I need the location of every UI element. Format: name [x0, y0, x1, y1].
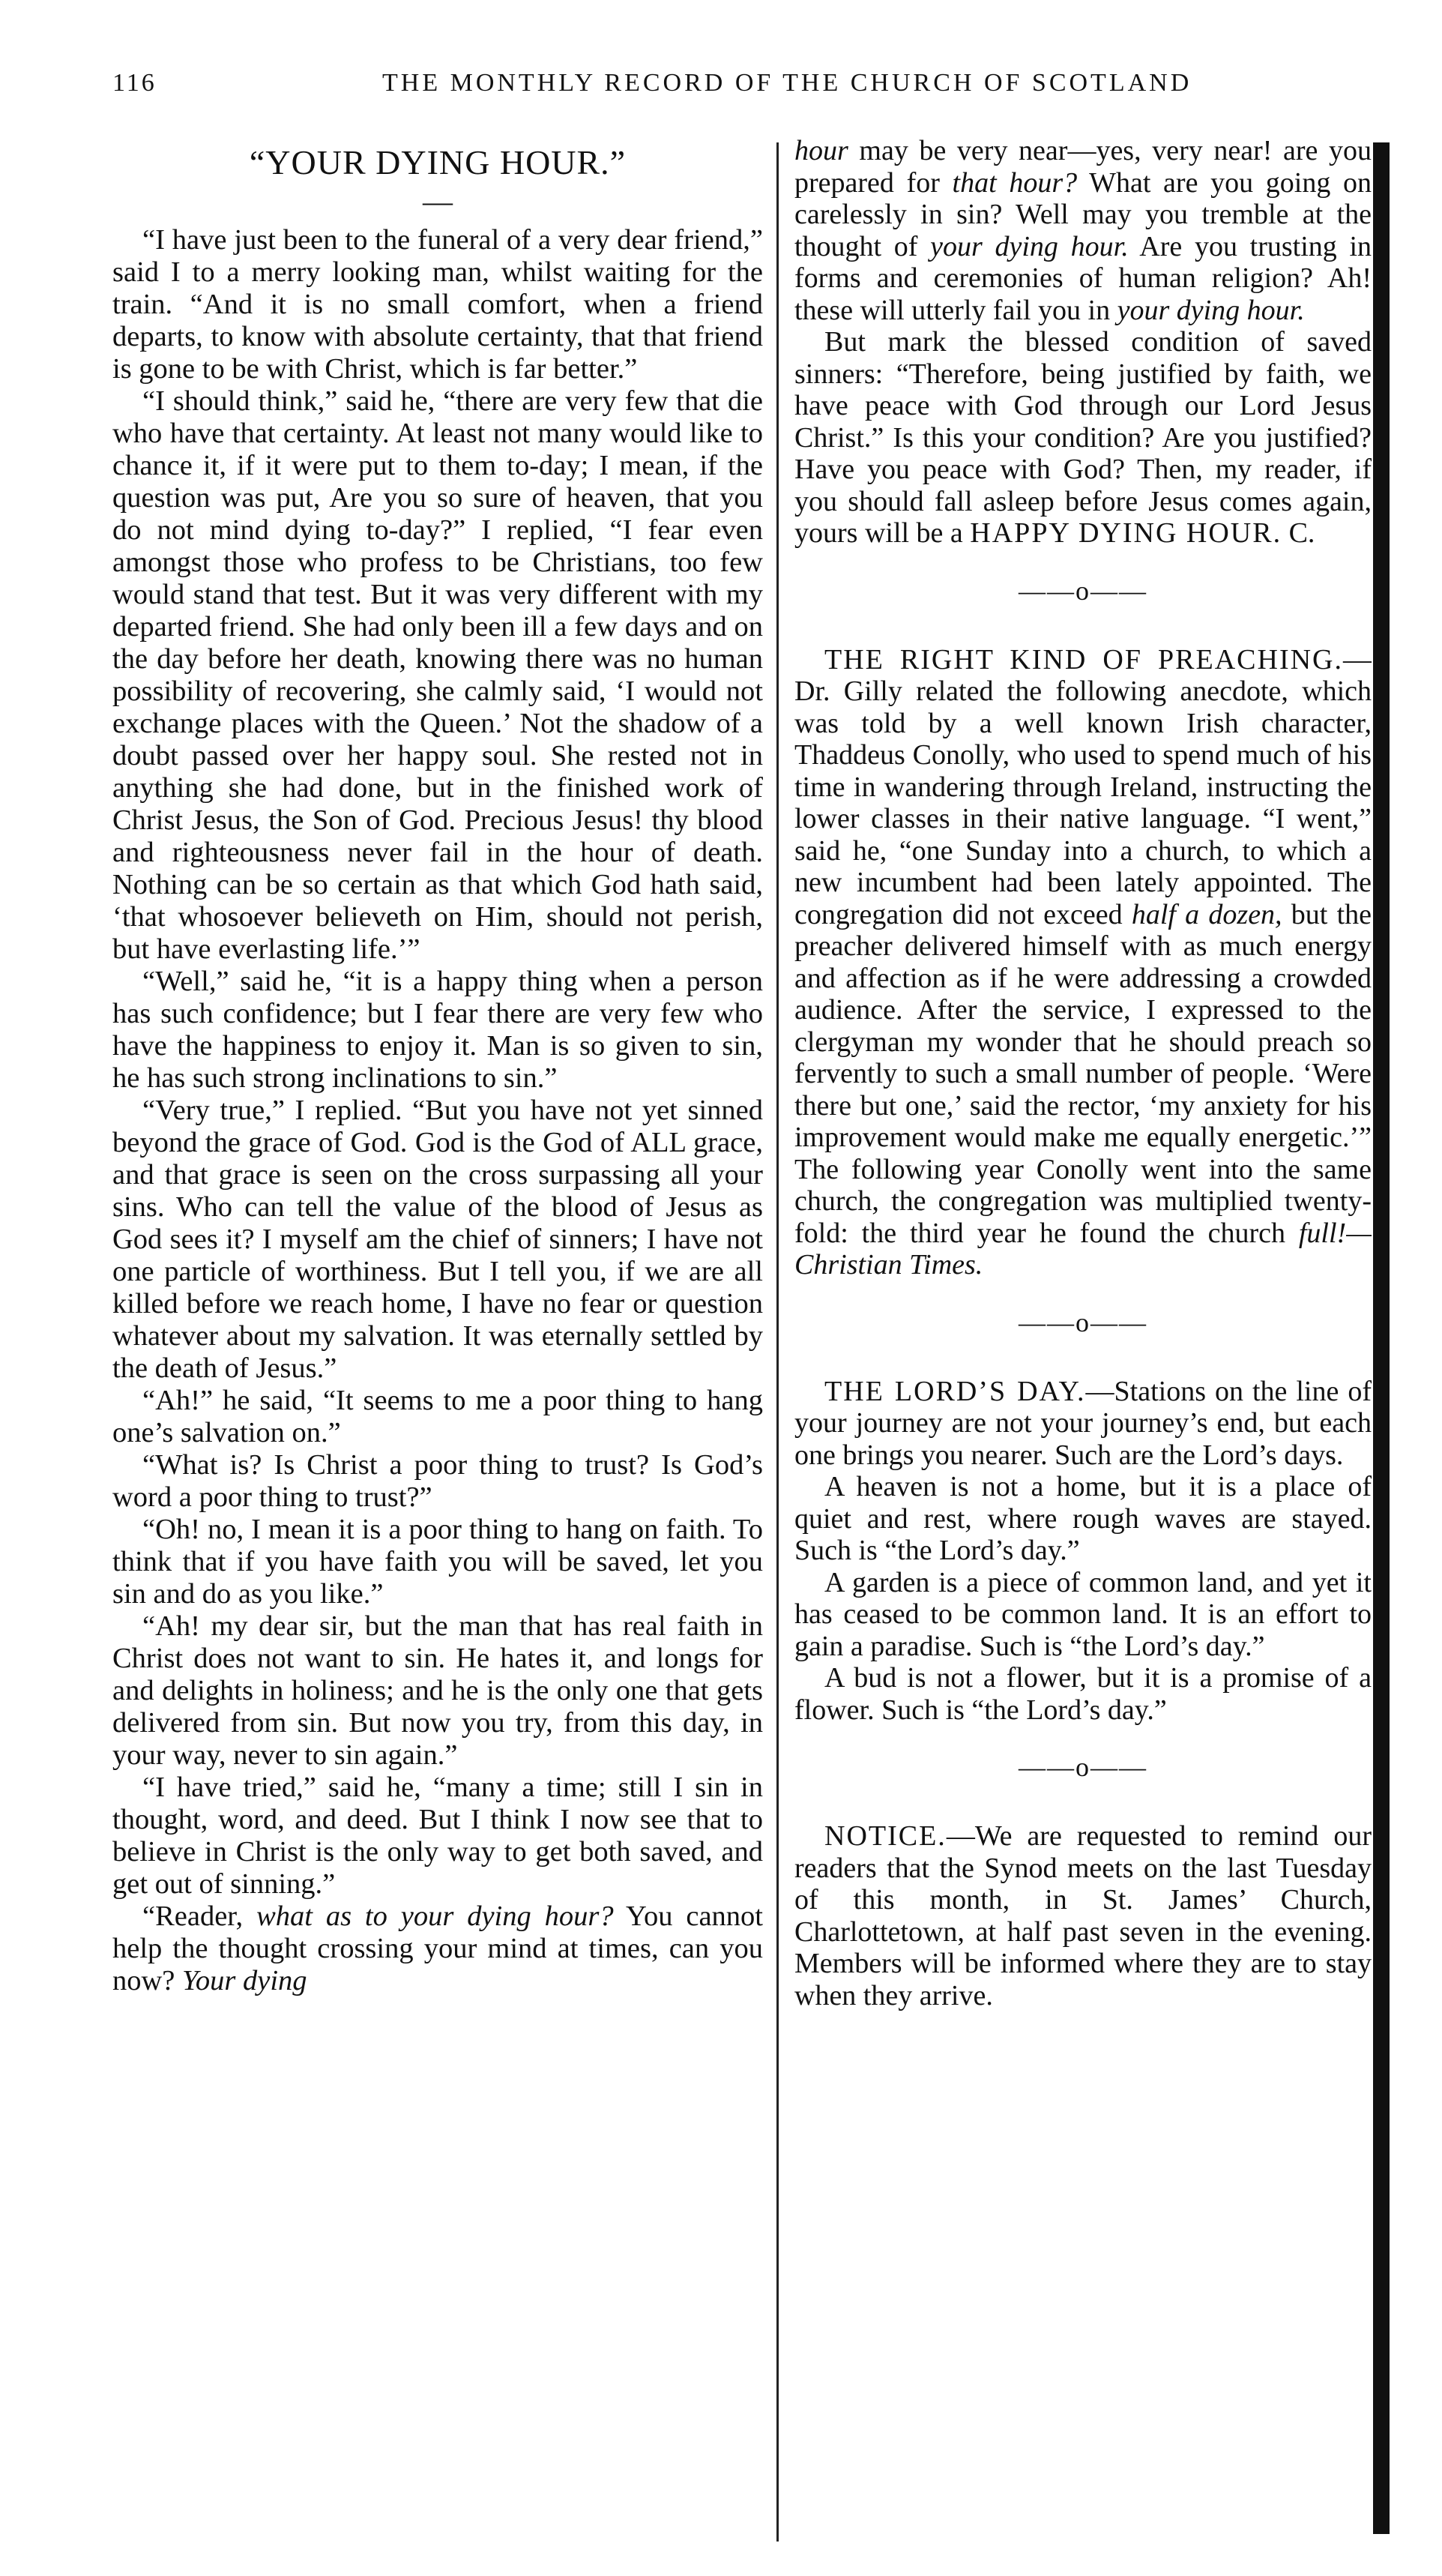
paragraph-5: “Ah!” he said, “It seems to me a poor thing to hang one’s salvation on.”	[112, 1385, 763, 1448]
lords-day-article	[794, 1376, 1372, 1472]
lords-day-paragraph-4: A bud is not a flower, but it is a promise of a flower. Such is “the Lord’s day.”	[794, 1662, 1372, 1726]
small-caps-run: HAPPY DYING HOUR.	[970, 517, 1282, 549]
section-heading: NOTICE.	[824, 1820, 947, 1852]
italic-run: that hour?	[952, 166, 1078, 199]
section-heading: THE LORD’S DAY.	[824, 1375, 1086, 1407]
left-column	[112, 135, 763, 2549]
text-run: But mark the blessed condition of saved sinners: “Therefore, being justified by faith, we have peace with God through our Lord Jesus Christ.” Is this your condition? Are you justified? Have you peace with God? Then, my reader, if you should fall asleep before Jesus comes again, yours will be a	[794, 326, 1372, 549]
closing-paragraph	[794, 326, 1372, 550]
notice-article	[794, 1820, 1372, 2011]
column-divider	[776, 142, 779, 2542]
section-ornament: ——o——	[1019, 1752, 1147, 1782]
text-run: What are you going on carelessly in sin? Well may you tremble at the thought of	[794, 166, 1372, 262]
running-head	[112, 69, 1357, 114]
text-run: —Dr. Gilly related the following anecdote, which was told by a well known Irish character, Thaddeus Conolly, who used to spend much of his time in wandering through Ireland, instructing the lower classes in their native language. “I went,” said he, “one Sunday into a church, to which a new incumbent had been lately appointed. The congregation did not exceed	[794, 643, 1372, 930]
italic-run: your dying hour.	[930, 230, 1129, 262]
section-ornament: ——o——	[1019, 575, 1147, 606]
preaching-article	[794, 644, 1372, 1281]
right-column	[794, 135, 1372, 2549]
italic-run: what as to your dying hour?	[256, 1901, 614, 1932]
text-run: “Reader,	[142, 1901, 257, 1932]
signature-initial: C.	[1288, 517, 1315, 549]
text-run: but the preacher delivered himself with as much energy and affection as if he were addressing a crowded audience. After the service, I expressed to the clergyman my wonder that he should preach so fervently to such a small number of people. ‘Were there but one,’ said the rector, ‘my anxiety for his improvement would make me equally energetic.’” The following year Conolly went into the same church, the congregation was multiplied twenty-fold: the third year he found the church	[794, 898, 1372, 1249]
text-run: may be very near—yes, very near! are you prepared for	[794, 135, 1372, 199]
italic-run: half a dozen,	[1131, 898, 1282, 930]
lords-day-paragraph-2: A heaven is not a home, but it is a place of quiet and rest, where rough waves are stayed. Such is “the Lord’s day.”	[794, 1471, 1372, 1566]
paragraph-3: “Well,” said he, “it is a happy thing when a person has such confidence; but I fear there are very few who have the happiness to enjoy it. Man is so given to sin, he has such strong inclinations to sin.”	[112, 966, 763, 1094]
section-heading: THE RIGHT KIND OF PREACHING.	[824, 643, 1343, 675]
text-run: —We are requested to remind our readers that the Synod meets on the last Tuesday of this month, in St. James’ Church, Charlottetown, at half past seven in the evening. Members will be informed where they are to stay when they arrive.	[794, 1820, 1372, 2011]
running-title: THE MONTHLY RECORD OF THE CHURCH OF SCOTLAND	[382, 69, 1192, 97]
italic-run: full!—Christian Times.	[794, 1217, 1372, 1281]
page-number: 116	[112, 69, 157, 97]
italic-run: hour	[794, 135, 848, 166]
italic-run: your dying hour.	[1117, 294, 1305, 326]
paragraph-9: “I have tried,” said he, “many a time; still I sin in thought, word, and deed. But I think I now see that to believe in Christ is the only way to get both saved, and get out of sinning.”	[112, 1772, 763, 1900]
scan-edge-shadow	[1373, 142, 1390, 2534]
continued-paragraph	[794, 135, 1372, 326]
text-run: You cannot help the thought crossing your mind at times, can you now?	[112, 1901, 763, 1996]
text-run: —Stations on the line of your journey are not your journey’s end, but each one brings you nearer. Such are the Lord’s days.	[794, 1375, 1372, 1471]
paragraph-2: “I should think,” said he, “there are very few that die who have that certainty. At least not many would like to chance it, if it were put to them to-day; I mean, if the question was put, Are you so sure of heaven, that you do not mind dying to-day?” I replied, “I fear even amongst those who profess to be Christians, too few would stand that test. But it was very different with my departed friend. She had only been ill a few days and on the day before her death, knowing there was no human possibility of recovering, she calmly said, ‘I would not exchange places with the Queen.’ Not the shadow of a doubt passed over her happy soul. She rested not in anything she had done, but in the finished work of Christ Jesus, the Son of God. Precious Jesus! thy blood and righteousness never fail in the hour of death. Nothing can be so certain as that which God hath said, ‘that whosoever believeth on Him, should not perish, but have everlasting life.’”	[112, 385, 763, 965]
title-dash: —	[423, 184, 453, 218]
italic-run: Your dying	[182, 1965, 307, 1996]
paragraph-6: “What is? Is Christ a poor thing to trust? Is God’s word a poor thing to trust?”	[112, 1449, 763, 1513]
lords-day-paragraph-3: A garden is a piece of common land, and yet it has ceased to be common land. It is an effort to gain a paradise. Such is “the Lord’s day.”	[794, 1566, 1372, 1662]
article-title: “YOUR DYING HOUR.”	[249, 143, 627, 181]
paragraph-4: “Very true,” I replied. “But you have not yet sinned beyond the grace of God. God is the God of ALL grace, and that grace is seen on the cross surpassing all your sins. Who can tell the value of the blood of Jesus as God sees it? I myself am the chief of sinners; I have not one particle of worthiness. But I tell you, if we are all killed before we reach home, I have no fear or question whatever about my salvation. It was eternally settled by the death of Jesus.”	[112, 1095, 763, 1384]
section-ornament: ——o——	[1019, 1307, 1147, 1337]
paragraph-1: “I have just been to the funeral of a very dear friend,” said I to a merry looking man, whilst waiting for the train. “And it is no small comfort, when a friend departs, to know with absolute certainty, that that friend is gone to be with Christ, which is far better.”	[112, 224, 763, 385]
paragraph-7: “Oh! no, I mean it is a poor thing to hang on faith. To think that if you have faith you will be saved, let you sin and do as you like.”	[112, 1514, 763, 1610]
text-run: Are you trusting in forms and ceremonies of human religion? Ah! these will utterly fail you in	[794, 230, 1372, 326]
paragraph-10	[112, 1901, 763, 1997]
paragraph-8: “Ah! my dear sir, but the man that has real faith in Christ does not want to sin. He hates it, and longs for and delights in holiness; and he is the only one that gets delivered from sin. But now you try, from this day, in your way, never to sin again.”	[112, 1610, 763, 1771]
